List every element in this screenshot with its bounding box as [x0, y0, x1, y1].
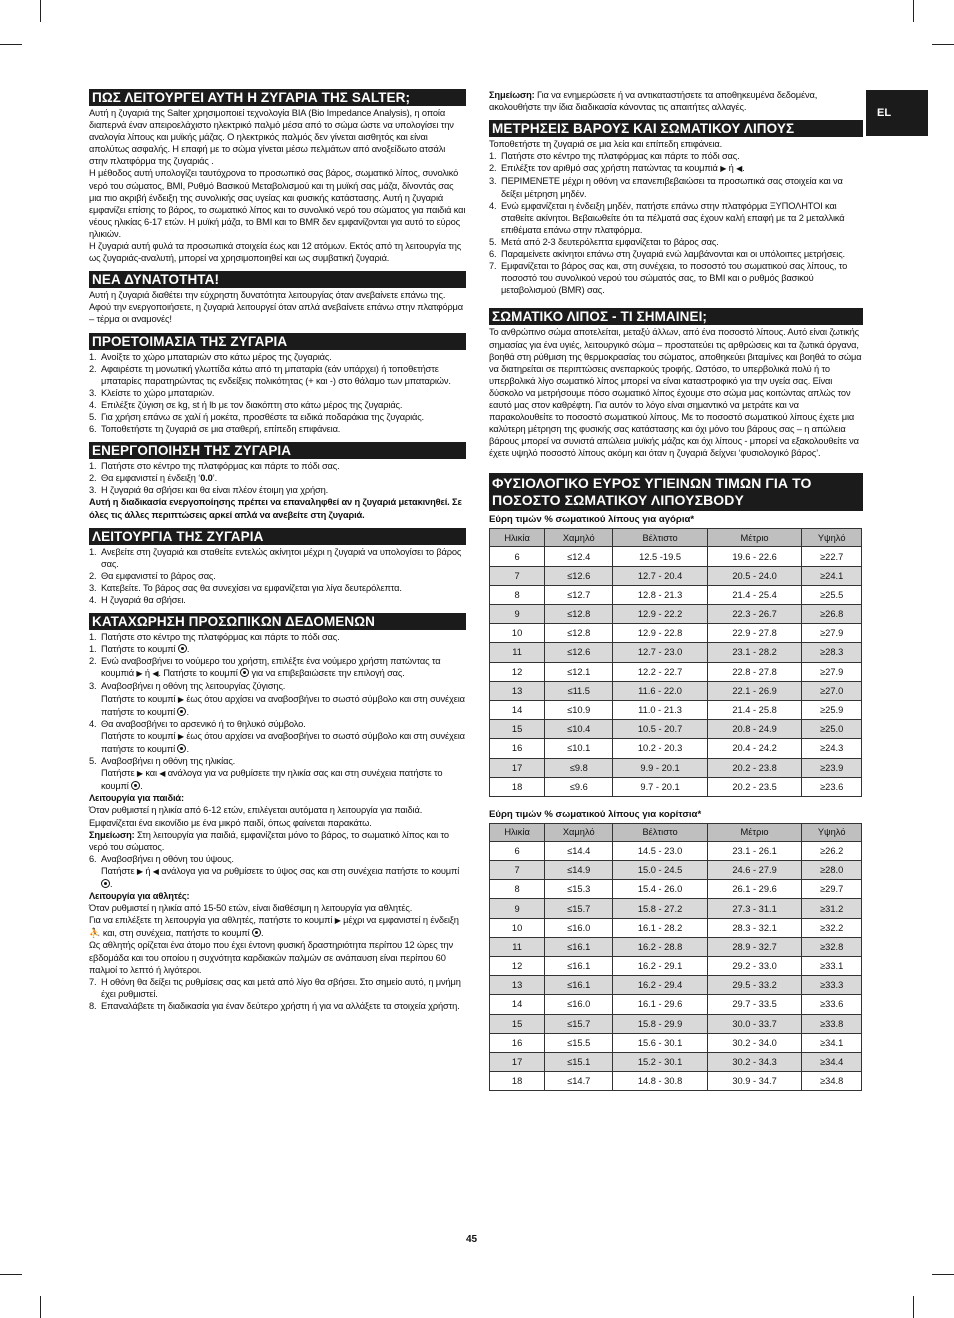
table-cell: 10 [490, 624, 545, 643]
table-cell: ≤14.4 [545, 841, 613, 860]
right-arrow-icon: ▶ [720, 164, 727, 174]
table-cell: ≥27.0 [802, 681, 862, 700]
right-arrow-icon: ▶ [136, 769, 143, 779]
table-cell: 9 [490, 605, 545, 624]
table-cell: ≥24.1 [802, 566, 862, 585]
list-item: 1. Ανεβείτε στη ζυγαριά και σταθείτε εντελώς ακίνητοι μέχρι η ζυγαριά να υπολογίσει το βάρος σας. [89, 546, 462, 569]
right-arrow-icon: ▶ [177, 694, 184, 704]
personal-data-list-end [89, 976, 466, 1012]
table-cell: ≥29.7 [802, 880, 862, 899]
table-cell: 14.8 - 30.8 [613, 1072, 708, 1091]
update-note: Σημείωση: Για να ενημερώσετε ή να αντικαταστήσετε τα αποθηκευμένα δεδομένα, ακολουθήστε την ίδια διαδικασία κάνοντας τις απαιτήτες αλλαγές. [489, 90, 818, 113]
list-item: 7. Η οθόνη θα δείξει τις ρυθμίσεις σας και μετά από λίγο θα σβήσει. Στο σημείο αυτό, η μνήμη έχει ρυθμιστεί. [89, 976, 461, 999]
table-cell: ≤11.5 [545, 681, 613, 700]
table-cell: 29.7 - 33.5 [707, 995, 802, 1014]
table-row [490, 624, 862, 643]
right-arrow-icon: ▶ [136, 866, 143, 876]
list-item: 5. Για χρήση επάνω σε χαλί ή μοκέτα, προσθέστε τα ειδικά ποδαράκια της ζυγαριάς. [89, 411, 424, 422]
girls-fat-table [489, 823, 862, 1091]
section-heading-body-fat: ΣΩΜΑΤΙΚΟ ΛΙΠΟΣ - ΤΙ ΣΗΜΑΙΝΕΙ; [489, 308, 863, 325]
table-cell: 18 [490, 1072, 545, 1091]
table-cell: 12 [490, 957, 545, 976]
section-heading-healthy-ranges: ΦΥΣΙΟΛΟΓΙΚΟ ΕΥΡΟΣ ΥΓΙΕΙΝΩΝ ΤΙΜΩΝ ΓΙΑ ΤΟ ΠΟΣΟΣΤΟ ΣΩΜΑΤΙΚΟΥ ΛΙΠΟΥΣBODY [489, 473, 863, 511]
table-cell: ≤12.7 [545, 585, 613, 604]
table-cell: ≤12.8 [545, 624, 613, 643]
table-cell: 15.2 - 30.1 [613, 1052, 708, 1071]
table-cell: 16.1 - 29.6 [613, 995, 708, 1014]
table-cell: ≤15.3 [545, 880, 613, 899]
right-column [489, 89, 863, 1091]
right-arrow-icon: ▶ [136, 669, 143, 679]
table-cell: 16.2 - 29.4 [613, 976, 708, 995]
table-cell: ≥34.8 [802, 1072, 862, 1091]
table-cell: 12.9 - 22.8 [613, 624, 708, 643]
paragraph: Αυτή η ζυγαριά διαθέτει την εύχρηστη δυνατότητα λειτουργίας όταν ανεβαίνετε επάνω της. Αφού την ενεργοποιήσετε, η ζυγαριά λειτουργεί όταν απλά ανεβαίνετε επάνω στην πλατφόρμα – τέρμα οι αναμονές! [89, 290, 463, 325]
table-cell: 11.0 - 21.3 [613, 700, 708, 719]
table-cell: 12.8 - 21.3 [613, 585, 708, 604]
table-row [490, 937, 862, 956]
table-cell: 24.6 - 27.9 [707, 861, 802, 880]
table-cell: 30.2 - 34.0 [707, 1033, 802, 1052]
table-cell: ≤16.0 [545, 995, 613, 1014]
table-row [490, 758, 862, 777]
table-row [490, 643, 862, 662]
table-cell: ≤15.1 [545, 1052, 613, 1071]
section-heading-how-it-works: ΠΩΣ ΛΕΙΤΟΥΡΓΕΙ ΑΥΤΗ Η ΖΥΓΑΡΙΑ ΤΗΣ SALTER; [89, 89, 466, 106]
list-item: 2. Θα εμφανιστεί το βάρος σας. [89, 570, 216, 581]
crop-mark [932, 44, 954, 45]
athlete-mode-title: Λειτουργία για αθλητές: [89, 891, 190, 902]
table-cell: ≥33.1 [802, 957, 862, 976]
activation-note: Αυτή η διαδικασία ενεργοποίησης πρέπει να επαναληφθεί αν η ζυγαριά μετακινηθεί. Σε όλες τις άλλες περιπτώσεις αρκεί απλά να ανεβείτε στη ζυγαριά. [89, 497, 462, 520]
list-item: 3. Αναβοσβήνει η οθόνη της λειτουργίας ζύγισης. Πατήστε το κουμπί ▶ έως ότου αρχίσει να αναβοσβήνει το σωστό σύμβολο και στη συνέχεια πατήστε το κουμπί . [89, 681, 465, 717]
table-cell: 14 [490, 995, 545, 1014]
list-item: 3. Κατεβείτε. Το βάρος σας θα συνεχίσει να εμφανίζεται για λίγα δευτερόλεπτα. [89, 582, 402, 593]
left-arrow-icon: ◀ [736, 164, 743, 174]
table-cell: 28.3 - 32.1 [707, 918, 802, 937]
table-cell: ≤16.0 [545, 918, 613, 937]
table-cell: ≤12.4 [545, 547, 613, 566]
table-row [490, 720, 862, 739]
table-cell: ≥34.1 [802, 1033, 862, 1052]
table-cell: ≥34.4 [802, 1052, 862, 1071]
table-cell: 17 [490, 1052, 545, 1071]
table-row [490, 777, 862, 796]
table-header-cell: Ηλικία [490, 529, 545, 547]
table-cell: 21.4 - 25.8 [707, 700, 802, 719]
table-cell: 18 [490, 777, 545, 796]
table-cell: ≤12.6 [545, 566, 613, 585]
table-cell: 15.6 - 30.1 [613, 1033, 708, 1052]
page-number: 45 [466, 1234, 478, 1245]
list-item: 4. Επιλέξτε ζύγιση σε kg, st ή lb με τον διακόπτη στο κάτω μέρος της ζυγαριάς. [89, 399, 403, 410]
girls-table-caption: Εύρη τιμών % σωματικού λίπους για κορίτσια* [489, 808, 702, 820]
table-row [490, 700, 862, 719]
paragraph: Ως αθλητής ορίζεται ένα άτομο που έχει έντονη φυσική δραστηριότητα περίπου 12 ώρες την εβδομάδα και του οποίου η συχνότητα καρδιακών παλμών σε ανάπαυση είναι περίπου 60 παλμοί το λεπτό ή λιγότεροι. [89, 940, 454, 975]
list-item: 2. Επιλέξτε τον αριθμό σας χρήστη πατώντας τα κουμπιά ▶ ή ◀. [489, 163, 745, 174]
list-item: 8. Επαναλάβετε τη διαδικασία για έναν δεύτερο χρήστη ή για να αλλάξετε τα στοιχεία χρήστη. [89, 1000, 460, 1011]
table-cell: 16 [490, 739, 545, 758]
list-item: 1. Πατήστε στο κέντρο της πλατφόρμας και πάρτε το πόδι σας. [489, 151, 740, 162]
table-cell: ≤12.1 [545, 662, 613, 681]
list-item: 3. ΠΕΡΙΜΕΝΕΤΕ μέχρι η οθόνη να επανεπιβεβαιώσει τα προσωπικά σας στοιχεία και να δείξει μέτρηση μηδέν. [489, 176, 843, 199]
list-item: 6. Παραμείνετε ακίνητοι επάνω στη ζυγαριά ενώ λαμβάνονται και οι υπόλοιπες μετρήσεις. [489, 249, 845, 260]
list-item: 4. Η ζυγαριά θα σβήσει. [89, 595, 186, 605]
left-arrow-icon: ◀ [159, 769, 166, 779]
crop-mark [913, 1296, 914, 1318]
list-item: 5. Μετά από 2-3 δευτερόλεπτα εμφανίζεται το βάρος σας. [489, 236, 719, 247]
table-cell: 30.0 - 33.7 [707, 1014, 802, 1033]
crop-mark [0, 44, 22, 45]
table-cell: 12 [490, 662, 545, 681]
table-cell: 26.1 - 29.6 [707, 880, 802, 899]
table-cell: 20.8 - 24.9 [707, 720, 802, 739]
table-row [490, 995, 862, 1014]
table-cell: 29.2 - 33.0 [707, 957, 802, 976]
boys-table-caption: Εύρη τιμών % σωματικού λίπους για αγόρια* [489, 514, 695, 526]
set-button-icon [178, 644, 187, 653]
paragraph: Τοποθετήστε τη ζυγαριά σε μια λεία και επίπεδη επιφάνεια. [489, 139, 723, 150]
athlete-icon: ⛹ [89, 928, 101, 939]
table-cell: 10 [490, 918, 545, 937]
set-button-icon [101, 879, 110, 888]
table-cell: 15.4 - 26.0 [613, 880, 708, 899]
table-cell: ≥32.2 [802, 918, 862, 937]
paragraph: Όταν ρυθμιστεί η ηλικία από 15-50 ετών, είναι διαθέσιμη η λειτουργία για αθλητές. [89, 903, 413, 914]
table-cell: ≤9.6 [545, 777, 613, 796]
table-cell: 20.4 - 24.2 [707, 739, 802, 758]
table-cell: 15.8 - 27.2 [613, 899, 708, 918]
list-item: 6. Αναβοσβήνει η οθόνη του ύψους. Πατήστε ▶ ή ◀ ανάλογα για να ρυθμίσετε το ύψος σας και στη συνέχεια πατήστε το κουμπί . [89, 853, 460, 889]
table-cell: ≥26.8 [802, 605, 862, 624]
table-cell: 15.0 - 24.5 [613, 861, 708, 880]
list-item: 2. Αφαιρέστε τη μονωτική γλωττίδα κάτω από τη μπαταρία (εάν υπάρχει) ή τοποθετήστε μπαταρίες παρατηρώντας τις ενδείξεις πολικότητας (+ και -) στο θάλαμο των μπαταριών. [89, 363, 451, 386]
table-cell: 22.9 - 27.8 [707, 624, 802, 643]
table-cell: 13 [490, 976, 545, 995]
section-heading-activation: ΕΝΕΡΓΟΠΟΙΗΣΗ ΤΗΣ ΖΥΓΑΡΙΑ [89, 442, 466, 459]
table-cell: 30.9 - 34.7 [707, 1072, 802, 1091]
table-header-cell: Υψηλό [802, 529, 862, 547]
table-cell: 14 [490, 700, 545, 719]
table-header-cell: Μέτριο [707, 823, 802, 841]
table-header-cell: Υψηλό [802, 823, 862, 841]
table-row [490, 585, 862, 604]
table-cell: ≥32.8 [802, 937, 862, 956]
table-row [490, 547, 862, 566]
table-header-cell: Χαμηλό [545, 823, 613, 841]
table-cell: 22.3 - 26.7 [707, 605, 802, 624]
table-header-cell: Χαμηλό [545, 529, 613, 547]
table-row [490, 880, 862, 899]
table-cell: ≥25.9 [802, 700, 862, 719]
table-cell: ≤10.9 [545, 700, 613, 719]
table-cell: ≥26.2 [802, 841, 862, 860]
table-row [490, 841, 862, 860]
table-header-cell: Βέλτιστο [613, 823, 708, 841]
table-cell: 8 [490, 880, 545, 899]
list-item: 7. Εμφανίζεται το βάρος σας και, στη συνέχεια, το ποσοστό του σωματικού σας λίπους, το ποσοστό του συνολικού νερού του σώματός σας, το BMI και ο ρυθμός βασικού μεταβολισμού (BMR) σας. [489, 261, 848, 296]
table-header-cell: Μέτριο [707, 529, 802, 547]
table-cell: 30.2 - 34.3 [707, 1052, 802, 1071]
list-item: 3. Η ζυγαριά θα σβήσει και θα είναι πλέον έτοιμη για χρήση. [89, 485, 329, 496]
boys-fat-table [489, 528, 862, 796]
right-arrow-icon: ▶ [177, 731, 184, 741]
table-cell: ≤12.8 [545, 605, 613, 624]
table-cell: ≤14.9 [545, 861, 613, 880]
section-heading-preparation: ΠΡΟΕΤΟΙΜΑΣΙΑ ΤΗΣ ΖΥΓΑΡΙΑ [89, 333, 466, 350]
table-cell: ≤15.5 [545, 1033, 613, 1052]
table-cell: 6 [490, 547, 545, 566]
table-cell: ≥27.9 [802, 662, 862, 681]
table-row [490, 1072, 862, 1091]
table-row [490, 976, 862, 995]
table-cell: ≤16.1 [545, 957, 613, 976]
table-cell: 11.6 - 22.0 [613, 681, 708, 700]
table-row [490, 681, 862, 700]
left-arrow-icon: ◀ [152, 669, 159, 679]
set-button-icon [131, 781, 140, 790]
list-item: 5. Αναβοσβήνει η οθόνη της ηλικίας. Πατήστε ▶ και ◀ ανάλογα για να ρυθμίσετε την ηλικία σας και στη συνέχεια πατήστε το κουμπί . [89, 756, 443, 792]
table-cell: 22.8 - 27.8 [707, 662, 802, 681]
section-heading-new-feature: ΝΕΑ ΔΥΝΑΤΟΤΗΤΑ! [89, 271, 466, 288]
table-row [490, 739, 862, 758]
table-cell: ≥33.3 [802, 976, 862, 995]
table-cell: ≥25.0 [802, 720, 862, 739]
section-heading-operation: ΛΕΙΤΟΥΡΓΙΑ ΤΗΣ ΖΥΓΑΡΙΑ [89, 528, 466, 545]
table-cell: ≤14.7 [545, 1072, 613, 1091]
table-cell: 22.1 - 26.9 [707, 681, 802, 700]
table-cell: 6 [490, 841, 545, 860]
table-row [490, 918, 862, 937]
table-row [490, 957, 862, 976]
kids-mode-title: Λειτουργία για παιδιά: [89, 793, 184, 804]
table-cell: ≤16.1 [545, 937, 613, 956]
table-cell: ≥28.3 [802, 643, 862, 662]
table-cell: ≥27.9 [802, 624, 862, 643]
table-cell: ≤10.1 [545, 739, 613, 758]
paragraph: Για να επιλέξετε τη λειτουργία για αθλητές, πατήστε το κουμπί ▶ μέχρι να εμφανιστεί η ένδειξη ⛹ και, στη συνέχεια, πατήστε το κουμπί . [89, 915, 459, 939]
paragraph: Αυτή η ζυγαριά της Salter χρησιμοποιεί τεχνολογία BIA (Bio Impedance Analysis), η οποία διαπερνά έναν απειροελάχιστο ηλεκτρικό παλμό μέσα από το σώμα ώστε να υπολογίσει την αναλογία λίπους και μυϊκής μάζας. Ο ηλεκτρικός παλμός δεν γίνεται αισθητός και είναι απολύτως ασφαλής. Η επαφή με το σώμα γίνεται μέσω πελμάτων από ανοξείδωτο ατσάλι στην πλατφόρμα της ζυγαριάς . [89, 108, 454, 167]
personal-data-list [89, 631, 466, 792]
table-row [490, 1014, 862, 1033]
paragraph: Το ανθρώπινο σώμα αποτελείται, μεταξύ άλλων, από ένα ποσοστό λίπους. Αυτό είναι ζωτικής σημασίας για ένα υγιές, λειτουργικό σώμα – προστατεύει τις αρθρώσεις και τα ζωτικά όργανα, βοηθά στη ρύθμιση της θερμοκρασίας του σώματος, αποθηκεύει βιταμίνες και βοηθά το σώμα να διατηρείται σε περιπτώσεις ανεπαρκούς τροφής. Ωστόσο, το υπερβολικά πολύ ή το υπερβολικά λίγο σωματικό λίπος μπορεί να είναι καταστροφικό για την υγεία σας. Είναι δύσκολο να μετρήσουμε πόσο σωματικό λίπος έχουμε στο σώμα μας κοιτώντας απλώς τον εαυτό μας στον καθρέφτη. Για αυτόν το λόγο είναι σημαντικό να μετράτε και να παρακολουθείτε το ποσοστό σωματικού λίπους. Με το ποσοστό σωματικού λίπους έχετε μια καλύτερη μέτρηση της φυσικής σας κατάστασης και όχι μόνο του βάρους σας – η απώλεια βάρους μπορεί να συνιστά απώλεια μυϊκής μάζας και όχι λίπους - μπορεί να εξακολουθείτε να έχετε υψηλό ποσοστό λίπους ακόμη και όταν η ζυγαριά δείχνει ‘φυσιολογικό βάρος’. [489, 327, 862, 459]
list-item: 4. Θα αναβοσβήνει το αρσενικό ή το θηλυκό σύμβολο. Πατήστε το κουμπί ▶ έως ότου αρχίσει να αναβοσβήνει το σωστό σύμβολο και στη συνέχεια πατήστε το κουμπί . [89, 718, 465, 754]
right-arrow-icon: ▶ [334, 916, 341, 926]
table-cell: ≥33.8 [802, 1014, 862, 1033]
table-cell: 15 [490, 720, 545, 739]
table-cell: 28.9 - 32.7 [707, 937, 802, 956]
list-item: 2. Θα εμφανιστεί η ένδειξη ‘0.0’. [89, 473, 218, 484]
table-cell: 21.4 - 25.4 [707, 585, 802, 604]
paragraph: Η ζυγαριά αυτή φυλά τα προσωπικά στοιχεία έως και 12 ατόμων. Εκτός από τη λειτουργία της ως ζυγαριάς-αναλυτή, μπορεί να χρησιμοποιηθεί και ως συμβατική ζυγαριά. [89, 241, 462, 264]
table-cell: 11 [490, 937, 545, 956]
list-item: 1. Πατήστε το κουμπί . [89, 644, 190, 655]
personal-data-list-cont [89, 853, 466, 890]
set-button-icon [177, 744, 186, 753]
table-row [490, 899, 862, 918]
table-cell: ≥33.6 [802, 995, 862, 1014]
table-cell: ≤16.1 [545, 976, 613, 995]
table-cell: 15.8 - 29.9 [613, 1014, 708, 1033]
section-heading-measurements: ΜΕΤΡΗΣΕΙΣ ΒΑΡΟΥΣ ΚΑΙ ΣΩΜΑΤΙΚΟΥ ΛΙΠΟΥΣ [489, 120, 863, 137]
language-tab: EL [866, 90, 928, 136]
activation-list [89, 460, 466, 496]
table-row [490, 605, 862, 624]
set-button-icon [177, 707, 186, 716]
list-item: 3. Κλείστε το χώρο μπαταριών. [89, 387, 215, 398]
list-item: 1. Πατήστε στο κέντρο της πλατφόρμας και πάρτε το πόδι σας. [89, 461, 340, 472]
left-column [89, 89, 466, 1012]
table-cell: ≤12.6 [545, 643, 613, 662]
crop-mark [913, 0, 914, 22]
list-item: 6. Τοποθετήστε τη ζυγαριά σε μια σταθερή, επίπεδη επιφάνεια. [89, 424, 341, 435]
table-cell: 9 [490, 899, 545, 918]
crop-mark [0, 1274, 22, 1275]
set-button-icon [240, 668, 249, 677]
preparation-list [89, 351, 466, 436]
crop-mark [40, 1296, 41, 1318]
crop-mark [932, 1274, 954, 1275]
table-cell: ≤9.8 [545, 758, 613, 777]
table-cell: 8 [490, 585, 545, 604]
table-cell: ≥22.7 [802, 547, 862, 566]
table-cell: 12.5 -19.5 [613, 547, 708, 566]
table-cell: ≥31.2 [802, 899, 862, 918]
table-row [490, 662, 862, 681]
table-cell: 16.2 - 28.8 [613, 937, 708, 956]
table-cell: 27.3 - 31.1 [707, 899, 802, 918]
operation-list [89, 546, 466, 606]
table-row [490, 861, 862, 880]
table-row [490, 566, 862, 585]
table-cell: ≤10.4 [545, 720, 613, 739]
table-cell: 17 [490, 758, 545, 777]
table-header-cell: Ηλικία [490, 823, 545, 841]
paragraph: Σημείωση: Στη λειτουργία για παιδιά, εμφανίζεται μόνο το βάρος, το σωματικό λίπος και το νερό του σώματος. [89, 829, 449, 852]
list-item: 2. Ενώ αναβοσβήνει το νούμερο του χρήστη, επιλέξτε ένα νούμερο χρήστη πατώντας τα κουμπιά ▶ ή ◀. Πατήστε το κουμπί για να επιβεβαιώσετε την επιλογή σας. [89, 656, 441, 679]
table-cell: ≥28.0 [802, 861, 862, 880]
table-cell: 16.2 - 29.1 [613, 957, 708, 976]
table-cell: 7 [490, 861, 545, 880]
table-cell: 20.2 - 23.8 [707, 758, 802, 777]
table-cell: ≥23.9 [802, 758, 862, 777]
table-cell: 23.1 - 26.1 [707, 841, 802, 860]
table-cell: 20.2 - 23.5 [707, 777, 802, 796]
measurement-list [489, 150, 863, 296]
table-cell: 11 [490, 643, 545, 662]
table-cell: 29.5 - 33.2 [707, 976, 802, 995]
table-cell: ≤15.7 [545, 899, 613, 918]
table-cell: 14.5 - 23.0 [613, 841, 708, 860]
crop-mark [40, 0, 41, 22]
list-item: 1. Ανοίξτε το χώρο μπαταριών στο κάτω μέρος της ζυγαριάς. [89, 351, 332, 362]
list-item: 4. Ενώ εμφανίζεται η ένδειξη μηδέν, πατήστε επάνω στην πλατφόρμα ΞΥΠΟΛΗΤΟΙ και σταθείτε ακίνητοι. Βεβαιωθείτε ότι τα πέλματά σας έχουν καλή επαφή με τα 2 μεταλλικά επιθέματα επάνω στην πλατφόρμα. [489, 200, 845, 235]
table-cell: ≥25.5 [802, 585, 862, 604]
set-button-icon [252, 928, 261, 937]
table-row [490, 1052, 862, 1071]
table-cell: 9.9 - 20.1 [613, 758, 708, 777]
paragraph: Όταν ρυθμιστεί η ηλικία από 6-12 ετών, επιλέγεται αυτόματα η λειτουργία για παιδιά. Εμφανίζεται ένα εικονίδιο με ένα μικρό παιδί, όπως φαίνεται παρακάτω. [89, 805, 423, 828]
table-cell: 10.5 - 20.7 [613, 720, 708, 739]
table-row [490, 1033, 862, 1052]
section-heading-personal-data: ΚΑΤΑΧΩΡΗΣΗ ΠΡΟΣΩΠΙΚΩΝ ΔΕΔΟΜΕΝΩΝ [89, 613, 466, 630]
table-cell: 20.5 - 24.0 [707, 566, 802, 585]
table-cell: 10.2 - 20.3 [613, 739, 708, 758]
left-arrow-icon: ◀ [152, 866, 159, 876]
table-cell: 9.7 - 20.1 [613, 777, 708, 796]
table-cell: ≥24.3 [802, 739, 862, 758]
list-item: 1. Πατήστε στο κέντρο της πλατφόρμας και πάρτε το πόδι σας. [89, 632, 340, 643]
table-cell: 12.7 - 23.0 [613, 643, 708, 662]
table-cell: 16.1 - 28.2 [613, 918, 708, 937]
paragraph: Η μέθοδος αυτή υπολογίζει ταυτόχρονα το προσωπικό σας βάρος, σωματικό λίπος, συνολικό νερό του σώματος, BMI, Ρυθμό Βασικού Μεταβολισμού και τη μυϊκή σας μάζα, δίνοντάς σας μια πιο ακριβή ένδειξη της συνολικής σας υγείας και φυσικής κατάστασης. Αυτή η ζυγαριά εμφανίζει επίσης το βάρος, το σωματικό λίπος και το συνολικό νερό του σώματος για παιδιά και νέους ηλικίας 6-17 ετών. Η μυϊκή μάζα, το BMI και το BMR δεν εμφανίζονται για αυτό το εύρος ηλικιών. [89, 168, 466, 239]
table-cell: 15 [490, 1014, 545, 1033]
table-cell: 12.9 - 22.2 [613, 605, 708, 624]
table-cell: ≤15.7 [545, 1014, 613, 1033]
table-cell: 12.7 - 20.4 [613, 566, 708, 585]
table-header-cell: Βέλτιστο [613, 529, 708, 547]
table-cell: 16 [490, 1033, 545, 1052]
table-cell: 23.1 - 28.2 [707, 643, 802, 662]
table-cell: 12.2 - 22.7 [613, 662, 708, 681]
table-cell: 13 [490, 681, 545, 700]
table-cell: ≥23.6 [802, 777, 862, 796]
table-cell: 19.6 - 22.6 [707, 547, 802, 566]
table-cell: 7 [490, 566, 545, 585]
